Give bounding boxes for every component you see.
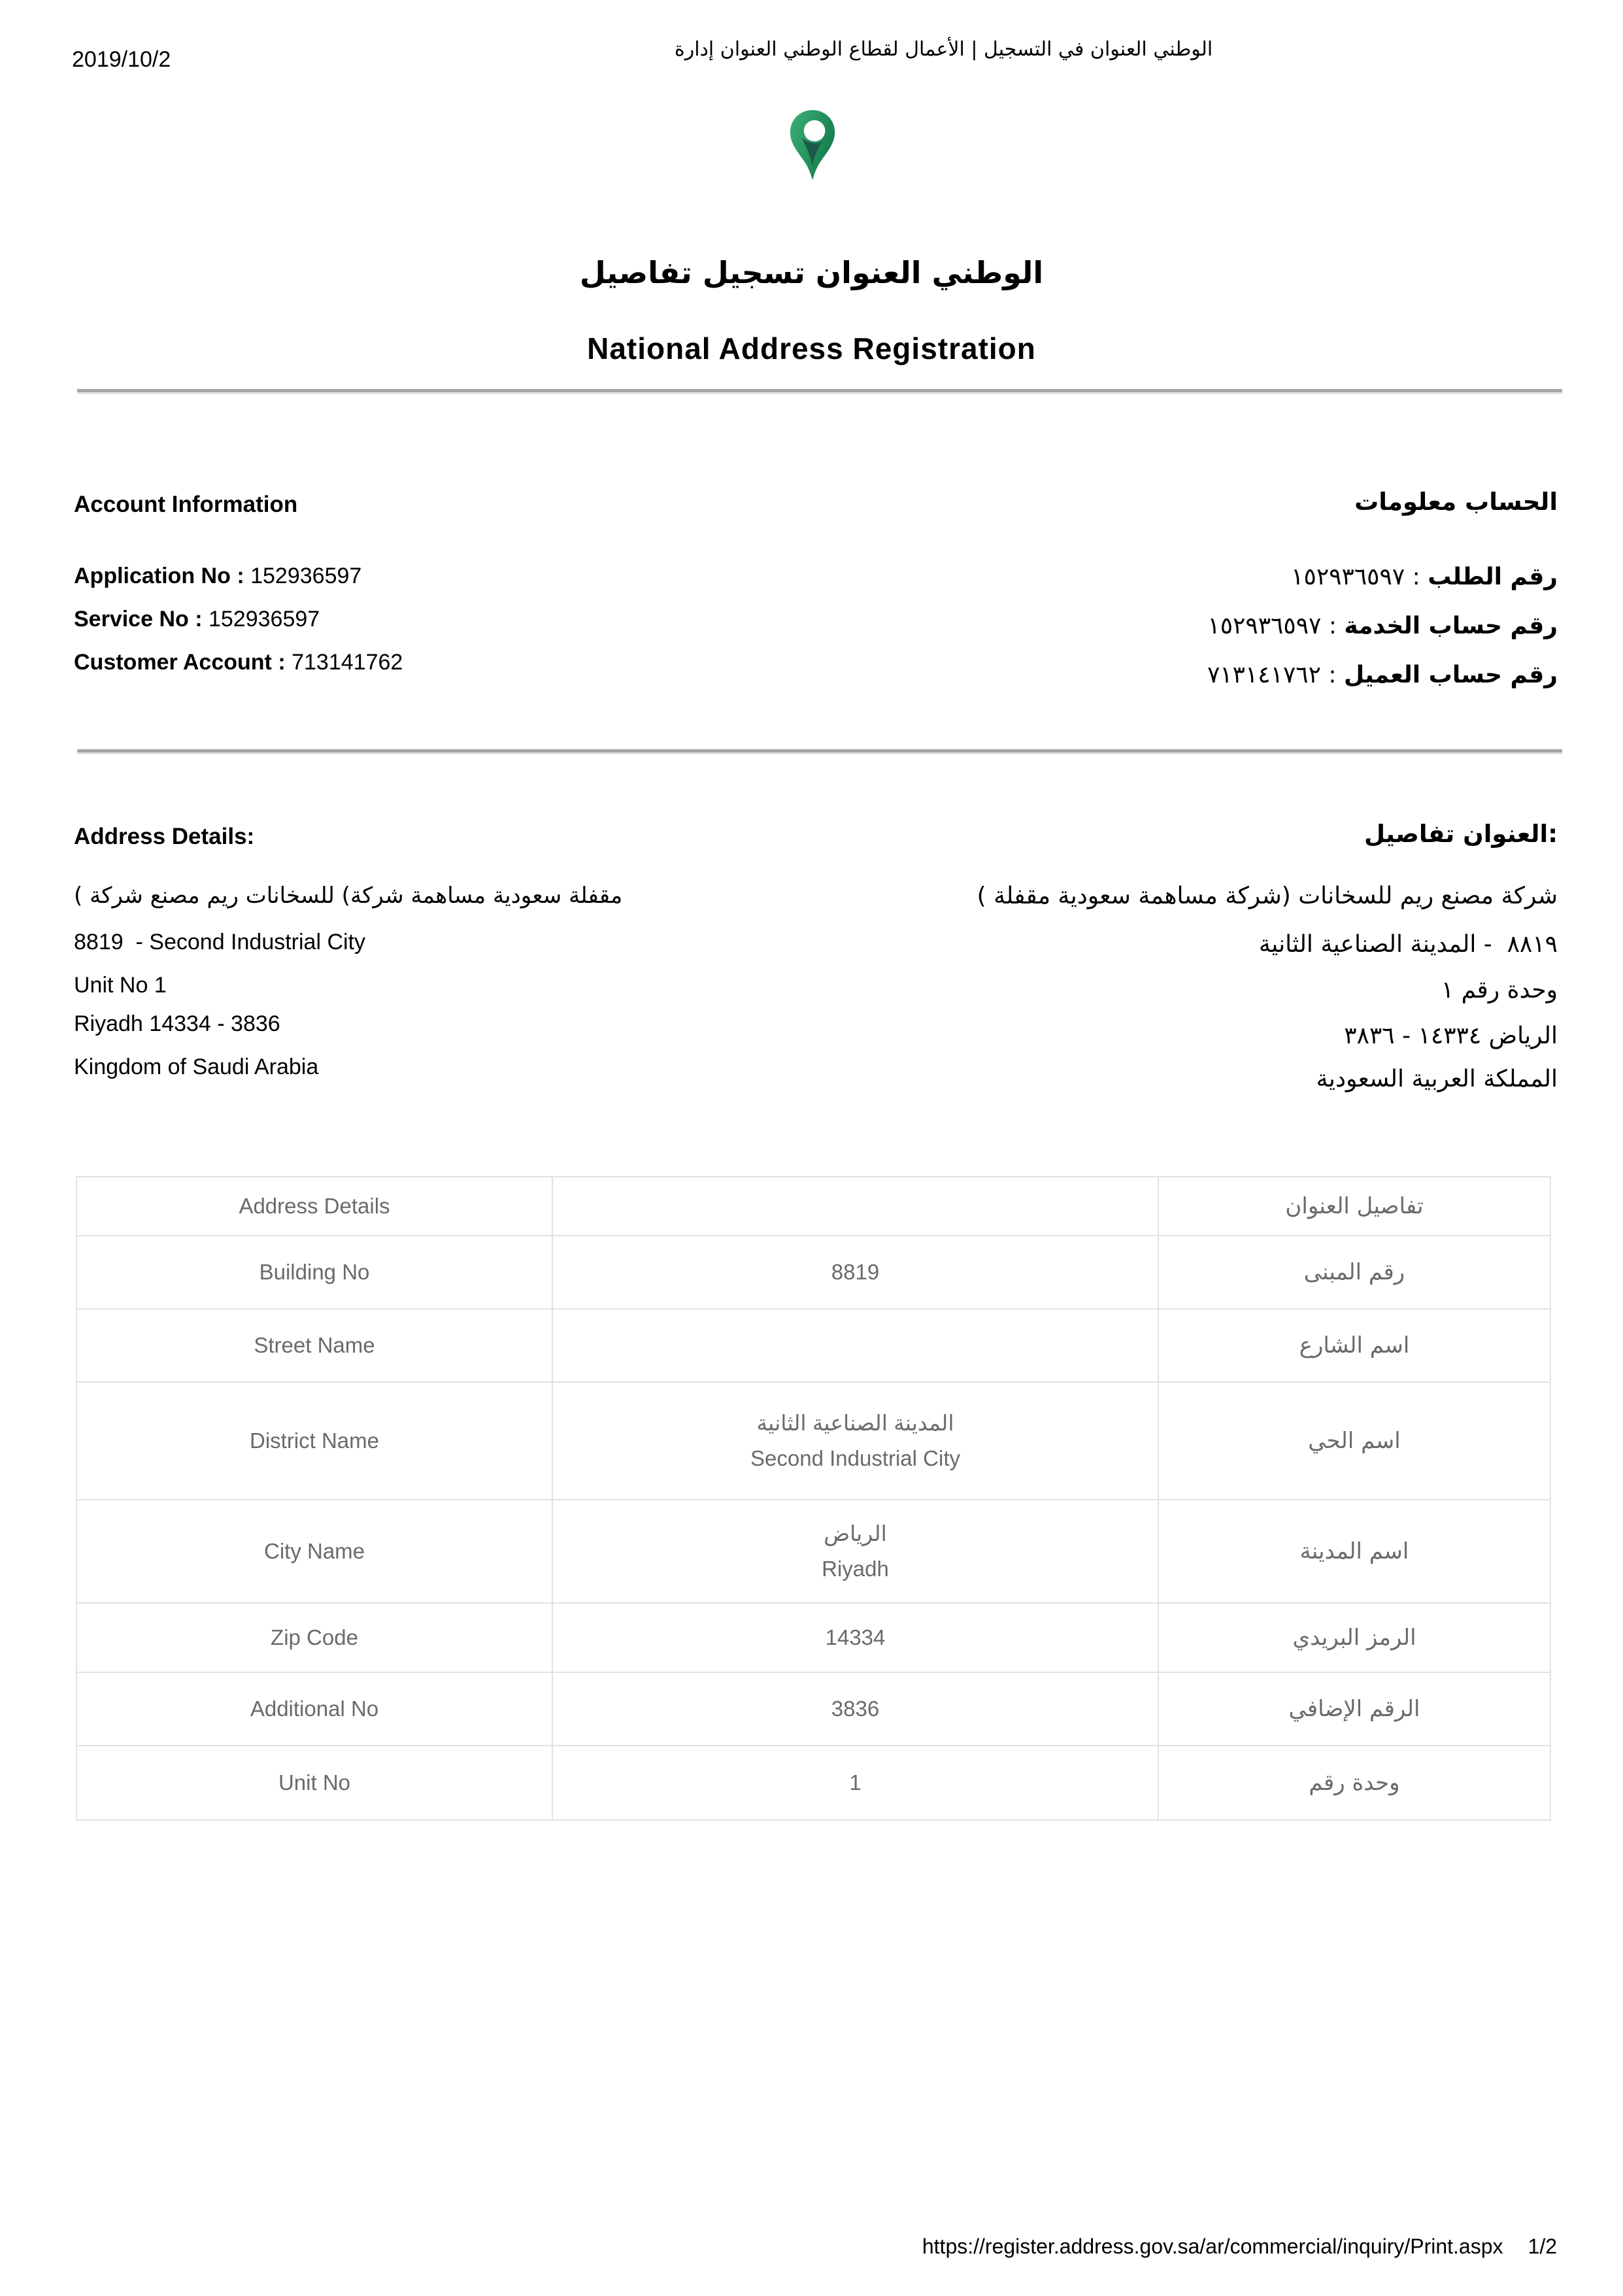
field-value: 713141762: [292, 650, 403, 675]
address-line-street-ar: ٨٨١٩ - المدينة الصناعية الثانية: [1258, 931, 1558, 958]
table-row: [76, 1236, 1550, 1309]
table-row: [76, 1603, 1550, 1672]
account-row-application-en: Application No : 152936597: [74, 564, 362, 588]
table-header-value: [552, 1177, 1158, 1236]
row-label-en: City Name: [76, 1500, 552, 1603]
address-line-street-en: 8819 - Second Industrial City: [74, 930, 366, 954]
address-line-city-ar: الرياض ١٤٣٣٤ - ٣٨٣٦: [1344, 1022, 1558, 1049]
account-row-service-ar: رقم حساب الخدمة : ١٥٢٩٣٦٥٩٧: [1207, 613, 1558, 639]
table-row: [76, 1746, 1550, 1820]
page-title-arabic: تفاصيل‎ تسجيل‎ العنوان‎ الوطني: [579, 255, 1044, 290]
row-label-en: Building No: [76, 1236, 552, 1309]
address-line-company-en: ( شركة‎ مصنع‎ ريم‎ للسخانات‎ (شركة‎ مساهمة‎ سعودية‎ مقفلة: [74, 883, 623, 909]
field-value: ١٥٢٩٣٦٥٩٧: [1207, 613, 1322, 639]
account-row-service-en: Service No : 152936597: [74, 607, 320, 632]
address-line-company-ar: شركة مصنع ريم للسخانات (شركة مساهمة سعودية مقفلة ): [977, 883, 1558, 909]
row-label-en: Zip Code: [76, 1603, 552, 1672]
table-row: [76, 1382, 1550, 1500]
national-address-pin-logo: [787, 109, 838, 192]
table-header-ar: تفاصيل العنوان: [1158, 1177, 1550, 1236]
field-label: Service No: [74, 607, 189, 632]
row-value: المدينة الصناعية الثانية: [756, 1410, 954, 1435]
page-title-english: National Address Registration: [587, 331, 1036, 365]
row-label-ar: وحدة رقم: [1158, 1746, 1550, 1820]
map-pin-icon: [787, 109, 838, 192]
field-label: Customer Account: [74, 650, 272, 675]
table-header-en: Address Details: [76, 1177, 552, 1236]
row-label-en: Unit No: [76, 1746, 552, 1820]
account-heading-ar: معلومات‎ الحساب: [1354, 488, 1558, 516]
row-value: الرياض: [824, 1521, 887, 1545]
address-line-country-en: Kingdom of Saudi Arabia: [74, 1055, 319, 1079]
address-line-unit-en: Unit No 1: [74, 973, 167, 998]
field-label: Application No: [74, 564, 231, 588]
account-row-customer-ar: رقم حساب العميل : ٧١٣١٤١٧٦٢: [1207, 662, 1558, 688]
row-value-alt: Second Industrial City: [750, 1446, 960, 1470]
address-line-unit-ar: وحدة رقم ١: [1441, 977, 1558, 1004]
address-line-city-en: Riyadh 14334 - 3836: [74, 1011, 280, 1036]
section-divider: [77, 749, 1562, 754]
print-header-title: إدارة‎ العنوان‎ الوطني‎ لقطاع‎ الأعمال‎ |‎ التسجيل‎ في‎ العنوان‎ الوطني: [675, 38, 1213, 61]
print-footer: [922, 2235, 1557, 2259]
field-value: ٧١٣١٤١٧٦٢: [1207, 662, 1321, 688]
account-row-application-ar: رقم الطلب : ١٥٢٩٣٦٥٩٧: [1291, 564, 1558, 590]
table-header-row: [76, 1177, 1550, 1236]
row-value: 1: [849, 1770, 862, 1795]
row-label-ar: الرقم الإضافي: [1158, 1672, 1550, 1746]
field-value: 152936597: [208, 607, 320, 632]
field-value: 152936597: [250, 564, 362, 588]
table-row: [76, 1672, 1550, 1746]
table-row: [76, 1500, 1550, 1603]
row-label-en: District Name: [76, 1382, 552, 1500]
address-heading-en: Address Details:: [74, 824, 255, 849]
row-label-ar: رقم المبنى: [1158, 1236, 1550, 1309]
footer-url: https://register.address.gov.sa/ar/commercial/inquiry/Print.aspx: [922, 2235, 1503, 2258]
field-label: رقم حساب العميل: [1343, 662, 1558, 688]
row-label-ar: الرمز البريدي: [1158, 1603, 1550, 1672]
row-label-en: Street Name: [76, 1309, 552, 1382]
row-value-alt: Riyadh: [822, 1557, 889, 1581]
section-divider: [77, 389, 1562, 394]
account-heading-en: Account Information: [74, 492, 298, 517]
row-label-en: Additional No: [76, 1672, 552, 1746]
field-label: رقم الطلب: [1428, 564, 1558, 590]
row-label-ar: اسم الشارع: [1158, 1309, 1550, 1382]
row-value: 3836: [831, 1696, 880, 1721]
row-label-ar: اسم المدينة: [1158, 1500, 1550, 1603]
footer-page-number: 1/2: [1528, 2235, 1557, 2258]
address-heading-ar: تفاصيل‎ العنوان‎:: [1364, 820, 1558, 848]
field-value: ١٥٢٩٣٦٥٩٧: [1291, 564, 1405, 590]
row-value: 14334: [825, 1625, 886, 1649]
row-value: 8819: [831, 1259, 880, 1284]
address-details-table: [76, 1176, 1551, 1821]
address-line-country-ar: المملكة العربية السعودية: [1316, 1066, 1558, 1092]
field-label: رقم حساب الخدمة: [1344, 613, 1558, 639]
account-row-customer-en: Customer Account : 713141762: [74, 650, 403, 675]
row-label-ar: اسم الحي: [1158, 1382, 1550, 1500]
print-date: 2019/10/2: [72, 47, 171, 72]
table-row: [76, 1309, 1550, 1382]
